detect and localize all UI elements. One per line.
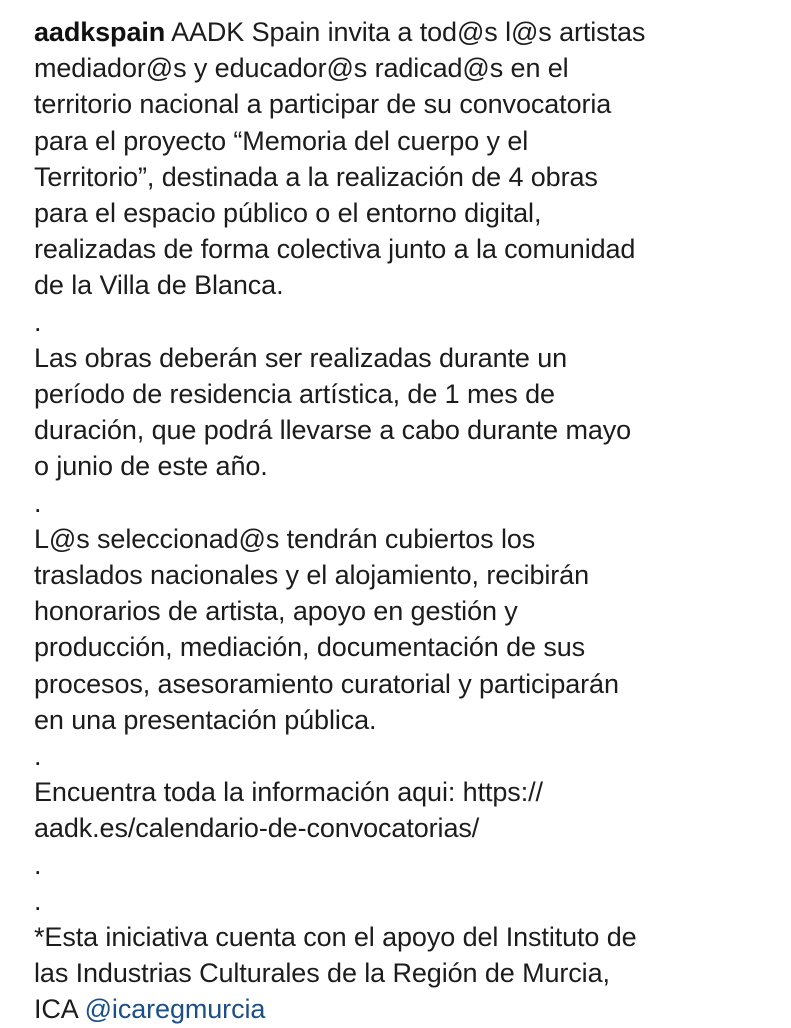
caption-line: Encuentra toda la información aqui: https:// — [34, 777, 543, 808]
caption-line: Territorio”, destinada a la realización de 4 obras — [34, 161, 598, 192]
caption-line: las Industrias Culturales de la Región de Murcia, — [34, 958, 610, 989]
username-link[interactable]: aadkspain — [34, 17, 166, 47]
caption-line: *Esta iniciativa cuenta con el apoyo del Instituto de — [34, 922, 637, 953]
caption-line: duración, que podrá llevarse a cabo durante mayo — [34, 415, 632, 446]
caption-separator: . — [34, 306, 42, 337]
post-caption — [34, 14, 774, 1028]
caption-line: realizadas de forma colectiva junto a la comunidad — [34, 234, 636, 265]
caption-line-1 — [34, 14, 774, 50]
caption-line: procesos, asesoramiento curatorial y participarán — [34, 668, 619, 699]
caption-line: de la Villa de Blanca. — [34, 270, 284, 301]
caption-line: mediador@s y educador@s radicad@s en el — [34, 53, 569, 84]
caption-line: para el espacio público o el entorno digital, — [34, 198, 542, 229]
caption-line: Las obras deberán ser realizadas durante un — [34, 342, 568, 373]
caption-separator: . — [34, 741, 42, 772]
caption-line: honorarios de artista, apoyo en gestión y — [34, 596, 518, 627]
caption-line: o junio de este año. — [34, 451, 268, 482]
caption-text: ICA — [34, 994, 85, 1025]
caption-line: para el proyecto “Memoria del cuerpo y el — [34, 125, 529, 156]
caption-separator: . — [34, 487, 42, 518]
caption-line: territorio nacional a participar de su convocatoria — [34, 89, 612, 120]
caption-separator: . — [34, 849, 42, 880]
caption-link-line: aadk.es/calendario-de-convocatorias/ — [34, 813, 480, 844]
caption-line: producción, mediación, documentación de sus — [34, 632, 586, 663]
caption-text: AADK Spain invita a tod@s l@s artistas — [171, 17, 646, 47]
caption-line: L@s seleccionad@s tendrán cubiertos los — [34, 523, 536, 554]
caption-line: traslados nacionales y el alojamiento, recibirán — [34, 560, 590, 591]
caption-last-line — [34, 991, 774, 1027]
caption-line: período de residencia artística, de 1 mes de — [34, 379, 555, 410]
caption-line: en una presentación pública. — [34, 704, 377, 735]
mention-link[interactable]: @icaregmurcia — [84, 994, 266, 1025]
caption-separator: . — [34, 885, 42, 916]
